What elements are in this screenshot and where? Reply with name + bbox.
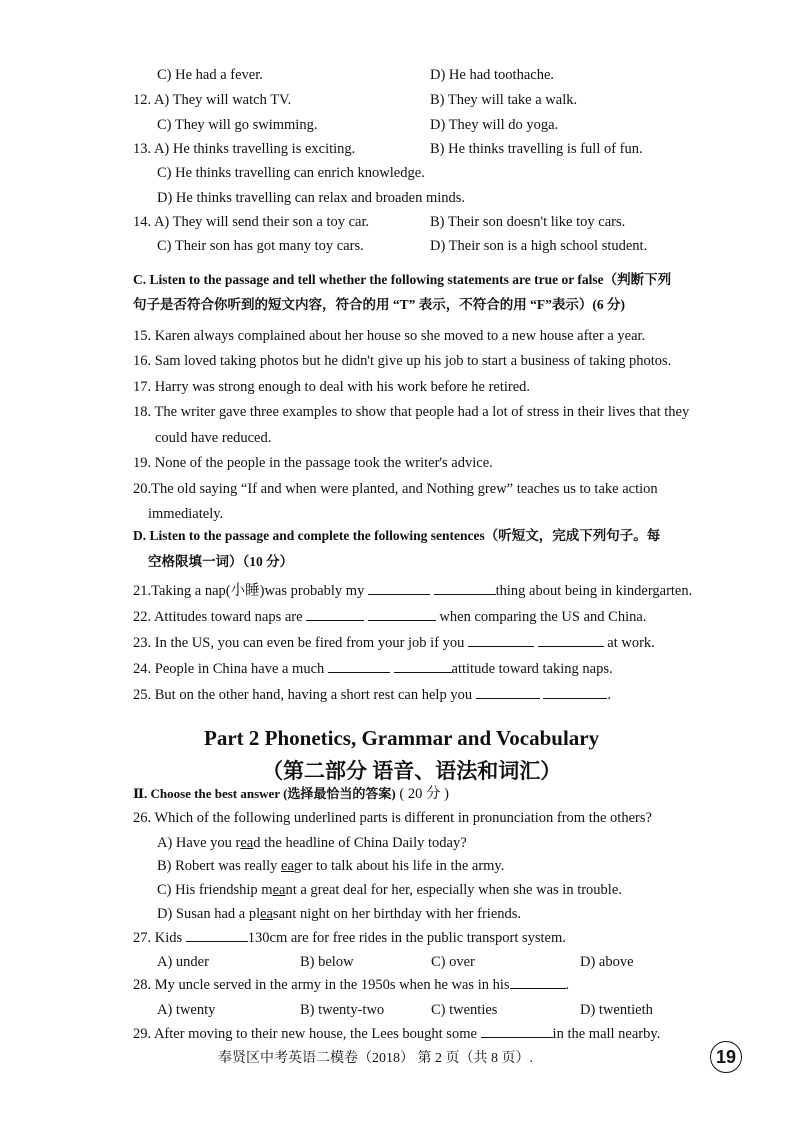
fill-25-text-b: . — [607, 687, 611, 703]
q27-blank[interactable] — [186, 929, 248, 942]
section-d-instruction: 空格限填一词）（10 分） — [148, 554, 294, 569]
q14-option-a: 14. A) They will send their son a toy car. — [133, 214, 370, 230]
section-c-instruction: 句子是否符合你听到的短文内容，符合的用 “T” 表示，不符合的用 “F”表示）(6 分) — [133, 297, 625, 312]
fill-25-text-a: 25. But on the other hand, having a short rest can help you — [133, 687, 473, 703]
q29-blank[interactable] — [481, 1025, 553, 1038]
statement-18: 18. The writer gave three examples to show that people had a lot of stress in their lives that they — [133, 404, 690, 420]
page-footer: 奉贤区中考英语二模卷（2018） 第 2 页（共 8 页）. — [218, 1051, 533, 1066]
fill-23-text-a: 23. In the US, you can even be fired from your job if you — [133, 635, 465, 651]
statement-20-cont: immediately. — [148, 506, 224, 522]
fill-22-text-b: when comparing the US and China. — [439, 609, 647, 625]
fill-22-blank-1[interactable] — [306, 608, 364, 621]
statement-20: 20.The old saying “If and when were planted, and Nothing grew” teaches us to take action — [133, 481, 658, 497]
q13-option-c: C) He thinks travelling can enrich knowledge. — [157, 165, 425, 181]
q11-option-d: D) He had toothache. — [430, 67, 555, 83]
section-ii-heading — [133, 785, 449, 803]
fill-22 — [133, 608, 646, 626]
q26-option-d: D) Susan had a pleasant night on her birthday with her friends. — [157, 906, 522, 922]
q14-option-d: D) Their son is a high school student. — [430, 238, 648, 254]
fill-21-text-b: thing about being in kindergarten. — [495, 583, 693, 599]
fill-21 — [133, 582, 692, 600]
section-d-heading: D. Listen to the passage and complete the following sentences（听短文，完成下列句子。每 — [133, 528, 661, 543]
fill-25-blank-2[interactable] — [543, 686, 607, 699]
q26-d-underlined: ea — [260, 906, 273, 922]
q28-stem: 28. My uncle served in the army in the 1950s when he was in his . — [133, 977, 570, 993]
q12-option-b: B) They will take a walk. — [430, 92, 578, 108]
statement-19: 19. None of the people in the passage took the writer's advice. — [133, 455, 493, 471]
statement-16: 16. Sam loved taking photos but he didn't give up his job to start a business of taking photos. — [133, 353, 672, 369]
q26-option-b: B) Robert was really eager to talk about his life in the army. — [157, 858, 505, 874]
q28-option-b: B) twenty-two — [300, 1002, 385, 1018]
q14-option-c: C) Their son has got many toy cars. — [157, 238, 364, 254]
q26-option-a: A) Have you read the headline of China Daily today? — [157, 835, 467, 851]
q13-option-b: B) He thinks travelling is full of fun. — [430, 141, 643, 157]
fill-24-blank-1[interactable] — [328, 660, 390, 673]
q12-option-a: 12. A) They will watch TV. — [133, 92, 292, 108]
q26-stem: 26. Which of the following underlined parts is different in pronunciation from the others? — [133, 810, 652, 826]
fill-24-text-b: attitude toward taking naps. — [451, 661, 613, 677]
part2-title: Part 2 Phonetics, Grammar and Vocabulary — [204, 726, 600, 750]
q28-option-a: A) twenty — [157, 1002, 216, 1018]
q13-option-a: 13. A) He thinks travelling is exciting. — [133, 141, 356, 157]
fill-21-blank-1[interactable] — [368, 582, 430, 595]
fill-22-text-a: 22. Attitudes toward naps are — [133, 609, 303, 625]
q28-option-c: C) twenties — [431, 1002, 498, 1018]
q27-option-a: A) under — [157, 954, 209, 970]
fill-23-text-b: at work. — [607, 635, 655, 651]
section-ii-title: Ⅱ. Choose the best answer (选择最恰当的答案) — [133, 786, 396, 801]
q27-stem: 27. Kids 130cm are for free rides in the public transport system. — [133, 930, 566, 946]
fill-24-blank-2[interactable] — [394, 660, 452, 673]
statement-18-cont: could have reduced. — [155, 430, 272, 446]
q12-option-d: D) They will do yoga. — [430, 117, 559, 133]
fill-23 — [133, 634, 655, 652]
q13-option-d: D) He thinks travelling can relax and broaden minds. — [157, 190, 466, 206]
section-ii-score: ( 20 分 ) — [399, 786, 449, 802]
fill-22-blank-2[interactable] — [368, 608, 436, 621]
q29-stem: 29. After moving to their new house, the Lees bought some in the mall nearby. — [133, 1026, 661, 1042]
page-number-badge: 19 — [710, 1041, 742, 1073]
q14-option-b: B) Their son doesn't like toy cars. — [430, 214, 626, 230]
statement-15: 15. Karen always complained about her house so she moved to a new house after a year. — [133, 328, 646, 344]
part2-subtitle: （第二部分 语音、语法和词汇） — [262, 759, 562, 783]
q26-a-underlined: ea — [240, 835, 254, 851]
q12-option-c: C) They will go swimming. — [157, 117, 318, 133]
section-c-heading: C. Listen to the passage and tell whether the following statements are true or false（判断下列 — [133, 272, 672, 287]
fill-24-text-a: 24. People in China have a much — [133, 661, 325, 677]
fill-21-text-a: 21.Taking a nap(小睡)was probably my — [133, 583, 365, 599]
q26-c-underlined: ea — [272, 882, 286, 898]
fill-25-blank-1[interactable] — [476, 686, 540, 699]
fill-25 — [133, 686, 611, 704]
q26-option-c: C) His friendship meant a great deal for her, especially when she was in trouble. — [157, 882, 622, 898]
fill-23-blank-2[interactable] — [538, 634, 604, 647]
q26-b-underlined: ea — [281, 858, 294, 874]
q27-option-c: C) over — [431, 954, 475, 970]
q27-option-b: B) below — [300, 954, 354, 970]
fill-23-blank-1[interactable] — [468, 634, 534, 647]
statement-17: 17. Harry was strong enough to deal with his work before he retired. — [133, 379, 531, 395]
q11-option-c: C) He had a fever. — [157, 67, 263, 83]
fill-24 — [133, 660, 613, 678]
q28-blank[interactable] — [510, 976, 566, 989]
q27-option-d: D) above — [580, 954, 634, 970]
q28-option-d: D) twentieth — [580, 1002, 653, 1018]
fill-21-blank-2[interactable] — [434, 582, 496, 595]
